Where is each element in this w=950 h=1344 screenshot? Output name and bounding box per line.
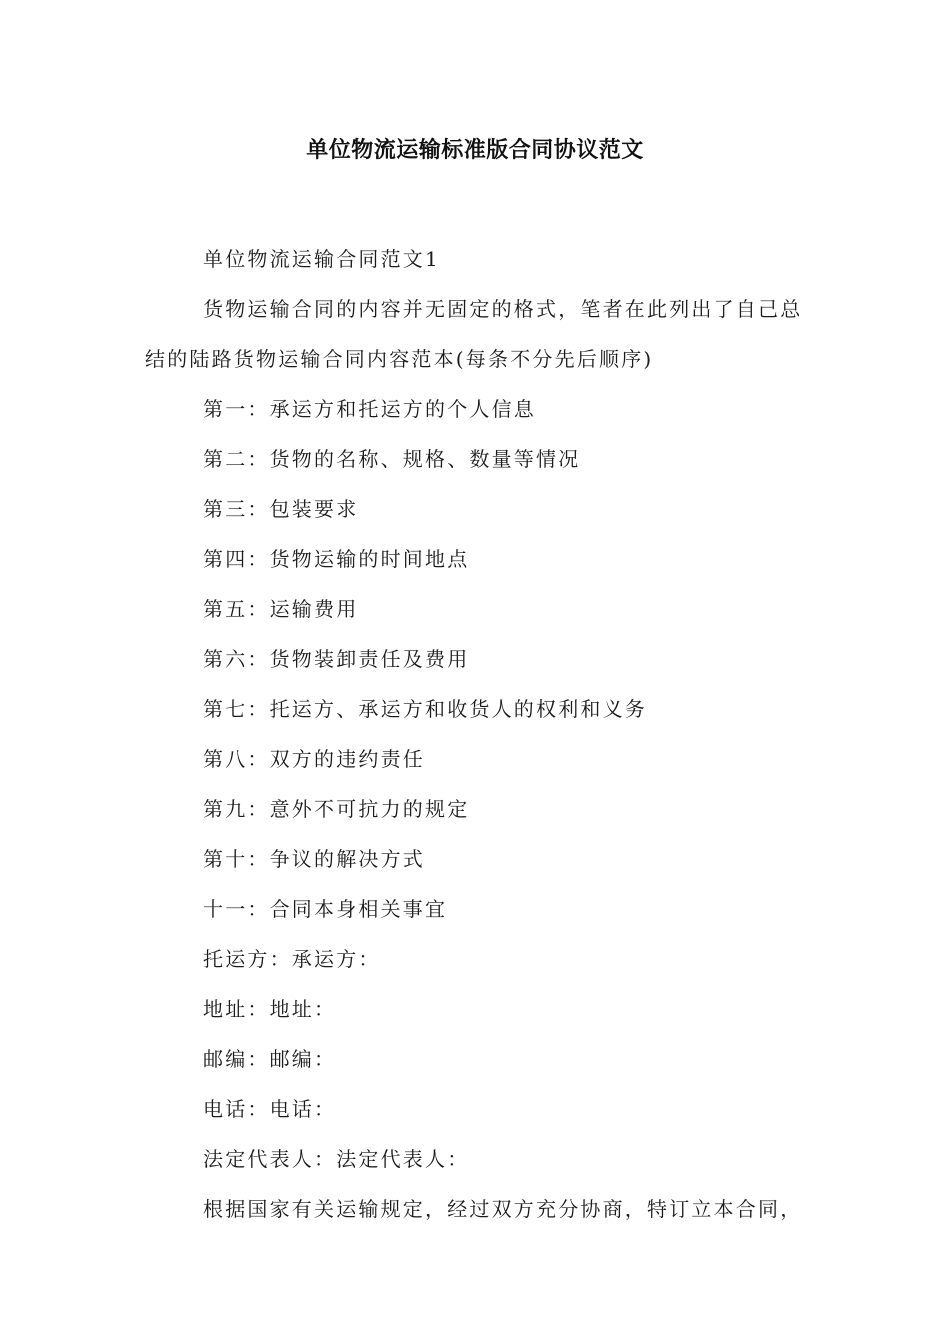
party-names-line: 托运方：承运方： [203, 947, 381, 971]
party-postcode-line: 邮编：邮编： [203, 1047, 337, 1071]
document-title: 单位物流运输标准版合同协议范文 [306, 138, 644, 163]
clause-item-9: 第九：意外不可抗力的规定 [203, 797, 470, 821]
clause-item-10: 第十：争议的解决方式 [203, 847, 425, 871]
clause-item-4: 第四：货物运输的时间地点 [203, 547, 470, 571]
party-address-line: 地址：地址： [203, 997, 337, 1021]
clause-item-2: 第二：货物的名称、规格、数量等情况 [203, 447, 581, 471]
clause-item-7: 第七：托运方、承运方和收货人的权利和义务 [203, 697, 647, 721]
document-body [145, 234, 810, 1234]
clause-item-5: 第五：运输费用 [203, 597, 359, 621]
clause-item-3: 第三：包装要求 [203, 497, 359, 521]
clause-item-8: 第八：双方的违约责任 [203, 747, 425, 771]
intro-paragraph: 货物运输合同的内容并无固定的格式，笔者在此列出了自己总结的陆路货物运输合同内容范本(每条不分先后顺序) [145, 297, 803, 371]
section-heading: 单位物流运输合同范文1 [203, 247, 440, 271]
party-legal-rep-line: 法定代表人：法定代表人： [203, 1147, 470, 1171]
clause-item-11: 十一：合同本身相关事宜 [203, 897, 448, 921]
party-phone-line: 电话：电话： [203, 1097, 337, 1121]
clause-item-1: 第一：承运方和托运方的个人信息 [203, 397, 536, 421]
agreement-clause: 根据国家有关运输规定，经过双方充分协商，特订立本合同， [203, 1197, 803, 1221]
clause-item-6: 第六：货物装卸责任及费用 [203, 647, 470, 671]
